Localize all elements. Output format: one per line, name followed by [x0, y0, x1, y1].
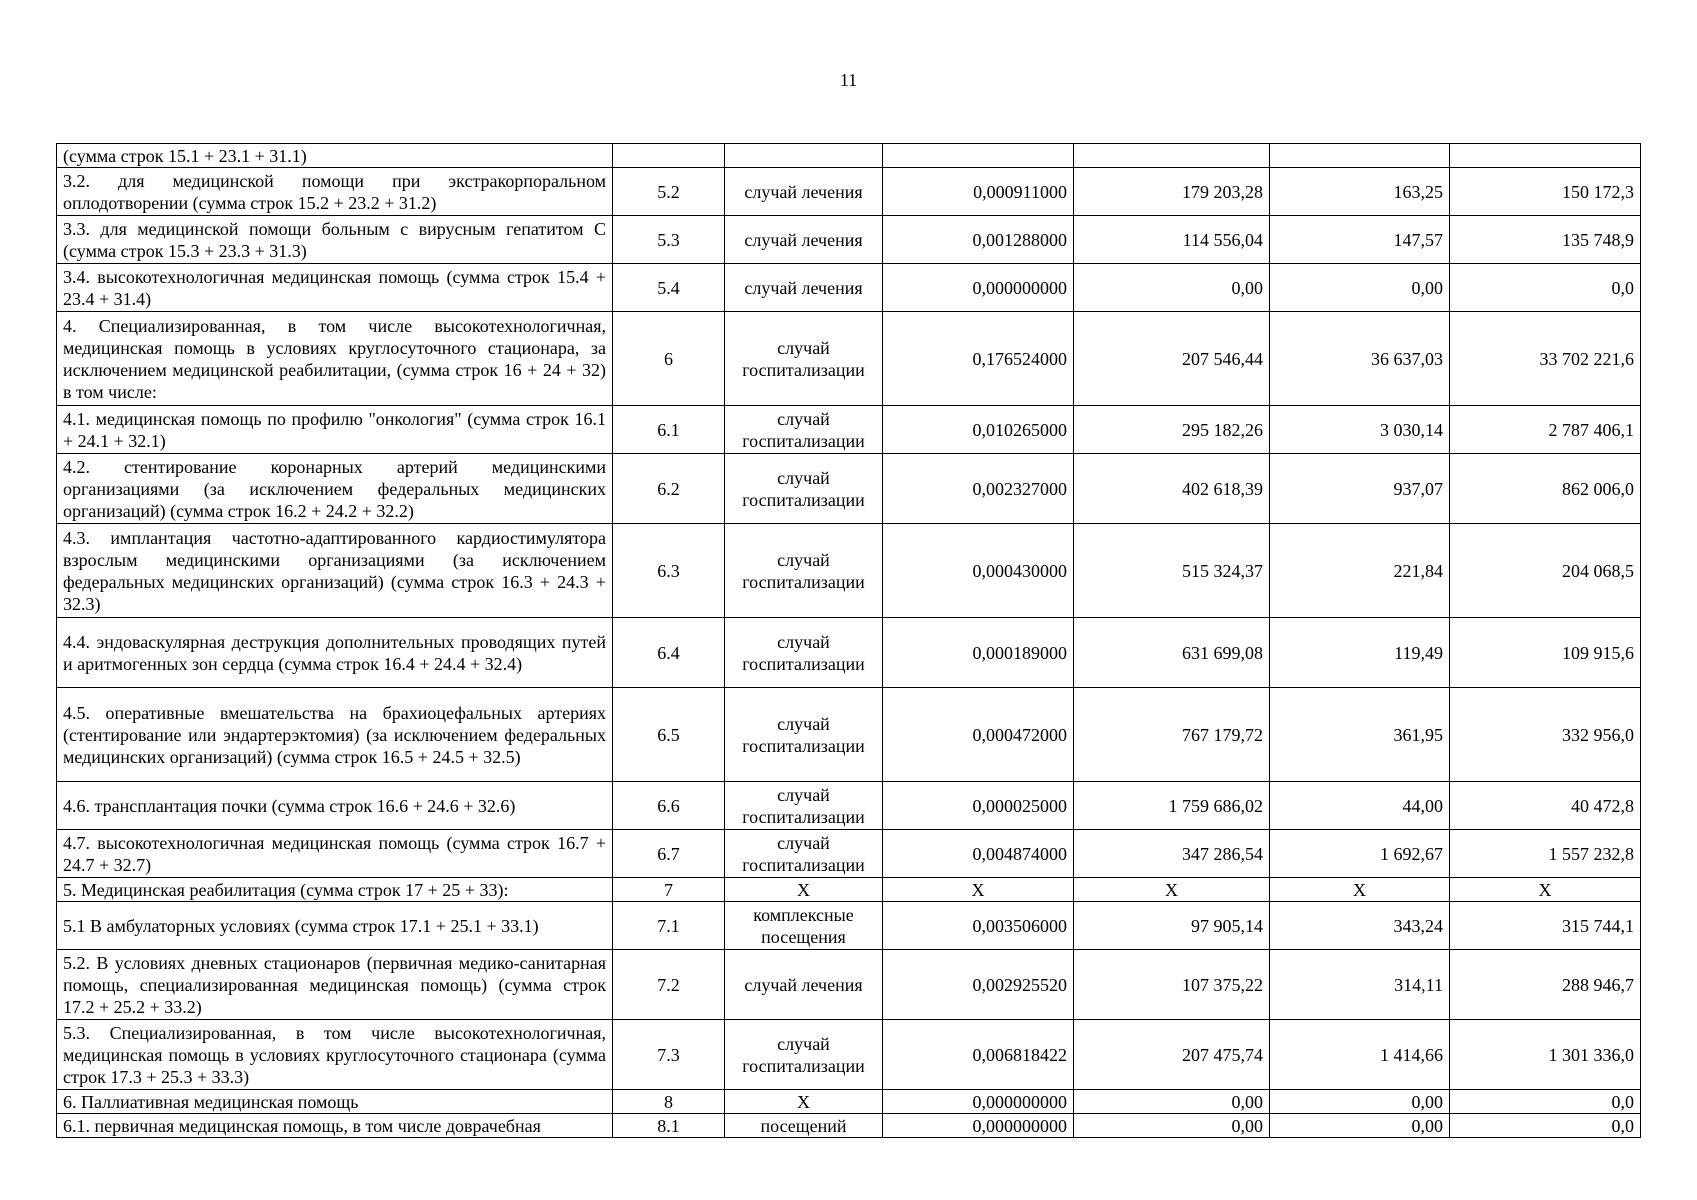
page-number: 11 [839, 70, 858, 90]
norm-cell: 0,002925520 [883, 950, 1074, 1020]
unit-cell: случай госпитализации [725, 782, 883, 830]
table-row [57, 618, 1641, 688]
total-cell: 0,0 [1450, 1114, 1641, 1138]
cost-cell [1074, 144, 1270, 168]
table-row [57, 264, 1641, 312]
table-row [57, 1114, 1641, 1138]
cost-cell: 0,00 [1074, 1114, 1270, 1138]
table-row [57, 454, 1641, 524]
row-number-cell: 5.4 [613, 264, 725, 312]
cost-cell: 1 759 686,02 [1074, 782, 1270, 830]
cost-cell: 631 699,08 [1074, 618, 1270, 688]
per-capita-cell: 3 030,14 [1270, 406, 1450, 454]
per-capita-cell: Х [1270, 878, 1450, 902]
cost-cell: 97 905,14 [1074, 902, 1270, 950]
total-cell: 288 946,7 [1450, 950, 1641, 1020]
table-row [57, 688, 1641, 782]
cost-cell: 207 475,74 [1074, 1020, 1270, 1090]
per-capita-cell: 1 414,66 [1270, 1020, 1450, 1090]
row-name-cell: 5.3. Специализированная, в том числе высокотехнологичная, медицинская помощь в условиях круглосуточного стационара (сумма строк 17.3 + 25.3 + 33.3) [57, 1020, 613, 1090]
table-row [57, 902, 1641, 950]
per-capita-cell: 163,25 [1270, 168, 1450, 216]
row-name-cell: 5. Медицинская реабилитация (сумма строк 17 + 25 + 33): [57, 878, 613, 902]
per-capita-cell: 147,57 [1270, 216, 1450, 264]
cost-cell: 295 182,26 [1074, 406, 1270, 454]
norm-cell: 0,003506000 [883, 902, 1074, 950]
row-number-cell [613, 144, 725, 168]
cost-cell: 207 546,44 [1074, 312, 1270, 406]
norm-cell: 0,002327000 [883, 454, 1074, 524]
per-capita-cell: 119,49 [1270, 618, 1450, 688]
row-name-cell: 3.2. для медицинской помощи при экстракорпоральном оплодотворении (сумма строк 15.2 + 23.2 + 31.2) [57, 168, 613, 216]
per-capita-cell [1270, 144, 1450, 168]
total-cell: 2 787 406,1 [1450, 406, 1641, 454]
unit-cell: посещений [725, 1114, 883, 1138]
row-number-cell: 8 [613, 1090, 725, 1114]
table-body [57, 144, 1641, 1138]
row-number-cell: 6.7 [613, 830, 725, 878]
table-row [57, 168, 1641, 216]
table-row [57, 216, 1641, 264]
row-number-cell: 6.3 [613, 524, 725, 618]
norm-cell: 0,000430000 [883, 524, 1074, 618]
table-row [57, 524, 1641, 618]
cost-cell: 0,00 [1074, 264, 1270, 312]
row-number-cell: 6.1 [613, 406, 725, 454]
per-capita-cell: 1 692,67 [1270, 830, 1450, 878]
row-number-cell: 7.1 [613, 902, 725, 950]
table-row [57, 144, 1641, 168]
financing-table [56, 143, 1641, 1138]
row-name-cell: 4. Специализированная, в том числе высокотехнологичная, медицинская помощь в условиях круглосуточного стационара, за исключением медицинской реабилитации, (сумма строк 16 + 24 + 32) в том числе: [57, 312, 613, 406]
table-row [57, 950, 1641, 1020]
row-name-cell: 4.2. стентирование коронарных артерий медицинскими организациями (за исключением федеральных медицинских организаций) (сумма строк 16.2 + 24.2 + 32.2) [57, 454, 613, 524]
cost-cell: 515 324,37 [1074, 524, 1270, 618]
total-cell: 109 915,6 [1450, 618, 1641, 688]
unit-cell: случай госпитализации [725, 830, 883, 878]
cost-cell: 767 179,72 [1074, 688, 1270, 782]
norm-cell: 0,000000000 [883, 264, 1074, 312]
norm-cell: 0,000911000 [883, 168, 1074, 216]
row-name-cell: 3.4. высокотехнологичная медицинская помощь (сумма строк 15.4 + 23.4 + 31.4) [57, 264, 613, 312]
row-number-cell: 6.2 [613, 454, 725, 524]
row-number-cell: 6.6 [613, 782, 725, 830]
row-name-cell: 4.5. оперативные вмешательства на брахиоцефальных артериях (стентирование или эндартерэктомия) (за исключением федеральных медицинских организаций) (сумма строк 16.5 + 24.5 + 32.5) [57, 688, 613, 782]
norm-cell: 0,010265000 [883, 406, 1074, 454]
row-name-cell: 4.1. медицинская помощь по профилю "онкология" (сумма строк 16.1 + 24.1 + 32.1) [57, 406, 613, 454]
per-capita-cell: 36 637,03 [1270, 312, 1450, 406]
unit-cell: случай госпитализации [725, 1020, 883, 1090]
row-name-cell: 4.3. имплантация частотно-адаптированного кардиостимулятора взрослым медицинскими организациями (за исключением федеральных медицинских организаций) (сумма строк 16.3 + 24.3 + 32.3) [57, 524, 613, 618]
per-capita-cell: 221,84 [1270, 524, 1450, 618]
row-number-cell: 5.3 [613, 216, 725, 264]
norm-cell: 0,176524000 [883, 312, 1074, 406]
per-capita-cell: 0,00 [1270, 1114, 1450, 1138]
row-name-cell: 3.3. для медицинской помощи больным с вирусным гепатитом С (сумма строк 15.3 + 23.3 + 31.3) [57, 216, 613, 264]
total-cell: 0,0 [1450, 264, 1641, 312]
cost-cell: Х [1074, 878, 1270, 902]
norm-cell: 0,001288000 [883, 216, 1074, 264]
row-name-cell: 6. Паллиативная медицинская помощь [57, 1090, 613, 1114]
total-cell: 332 956,0 [1450, 688, 1641, 782]
unit-cell: случай госпитализации [725, 688, 883, 782]
unit-cell: случай госпитализации [725, 618, 883, 688]
table-row [57, 1020, 1641, 1090]
total-cell: Х [1450, 878, 1641, 902]
row-number-cell: 7 [613, 878, 725, 902]
norm-cell: 0,000025000 [883, 782, 1074, 830]
total-cell [1450, 144, 1641, 168]
cost-cell: 402 618,39 [1074, 454, 1270, 524]
unit-cell: случай лечения [725, 216, 883, 264]
total-cell: 1 301 336,0 [1450, 1020, 1641, 1090]
norm-cell: Х [883, 878, 1074, 902]
unit-cell [725, 144, 883, 168]
row-number-cell: 6.4 [613, 618, 725, 688]
norm-cell: 0,000000000 [883, 1114, 1074, 1138]
unit-cell: случай лечения [725, 168, 883, 216]
total-cell: 862 006,0 [1450, 454, 1641, 524]
per-capita-cell: 44,00 [1270, 782, 1450, 830]
cost-cell: 347 286,54 [1074, 830, 1270, 878]
cost-cell: 0,00 [1074, 1090, 1270, 1114]
norm-cell: 0,000189000 [883, 618, 1074, 688]
row-name-cell: 4.4. эндоваскулярная деструкция дополнительных проводящих путей и аритмогенных зон сердца (сумма строк 16.4 + 24.4 + 32.4) [57, 618, 613, 688]
unit-cell: случай госпитализации [725, 312, 883, 406]
row-number-cell: 8.1 [613, 1114, 725, 1138]
total-cell: 135 748,9 [1450, 216, 1641, 264]
unit-cell: комплексные посещения [725, 902, 883, 950]
row-name-cell: 4.7. высокотехнологичная медицинская помощь (сумма строк 16.7 + 24.7 + 32.7) [57, 830, 613, 878]
table-row [57, 878, 1641, 902]
row-name-cell: 4.6. трансплантация почки (сумма строк 16.6 + 24.6 + 32.6) [57, 782, 613, 830]
cost-cell: 179 203,28 [1074, 168, 1270, 216]
table-row [57, 406, 1641, 454]
cost-cell: 114 556,04 [1074, 216, 1270, 264]
row-name-cell: 5.2. В условиях дневных стационаров (первичная медико-санитарная помощь, специализированная медицинская помощь) (сумма строк 17.2 + 25.2 + 33.2) [57, 950, 613, 1020]
total-cell: 0,0 [1450, 1090, 1641, 1114]
table-row [57, 1090, 1641, 1114]
table-row [57, 312, 1641, 406]
row-number-cell: 7.2 [613, 950, 725, 1020]
per-capita-cell: 361,95 [1270, 688, 1450, 782]
norm-cell: 0,000000000 [883, 1090, 1074, 1114]
row-name-cell: 5.1 В амбулаторных условиях (сумма строк 17.1 + 25.1 + 33.1) [57, 902, 613, 950]
row-number-cell: 6.5 [613, 688, 725, 782]
table-row [57, 830, 1641, 878]
total-cell: 1 557 232,8 [1450, 830, 1641, 878]
total-cell: 33 702 221,6 [1450, 312, 1641, 406]
norm-cell: 0,000472000 [883, 688, 1074, 782]
row-number-cell: 5.2 [613, 168, 725, 216]
unit-cell: Х [725, 1090, 883, 1114]
unit-cell: случай госпитализации [725, 454, 883, 524]
row-name-cell: 6.1. первичная медицинская помощь, в том числе доврачебная [57, 1114, 613, 1138]
row-number-cell: 7.3 [613, 1020, 725, 1090]
unit-cell: случай госпитализации [725, 524, 883, 618]
unit-cell: случай лечения [725, 264, 883, 312]
norm-cell: 0,004874000 [883, 830, 1074, 878]
total-cell: 204 068,5 [1450, 524, 1641, 618]
per-capita-cell: 314,11 [1270, 950, 1450, 1020]
cost-cell: 107 375,22 [1074, 950, 1270, 1020]
unit-cell: Х [725, 878, 883, 902]
norm-cell [883, 144, 1074, 168]
per-capita-cell: 0,00 [1270, 264, 1450, 312]
total-cell: 315 744,1 [1450, 902, 1641, 950]
row-name-cell: (сумма строк 15.1 + 23.1 + 31.1) [57, 144, 613, 168]
unit-cell: случай лечения [725, 950, 883, 1020]
norm-cell: 0,006818422 [883, 1020, 1074, 1090]
total-cell: 40 472,8 [1450, 782, 1641, 830]
per-capita-cell: 343,24 [1270, 902, 1450, 950]
table-row [57, 782, 1641, 830]
unit-cell: случай госпитализации [725, 406, 883, 454]
row-number-cell: 6 [613, 312, 725, 406]
per-capita-cell: 0,00 [1270, 1090, 1450, 1114]
total-cell: 150 172,3 [1450, 168, 1641, 216]
per-capita-cell: 937,07 [1270, 454, 1450, 524]
